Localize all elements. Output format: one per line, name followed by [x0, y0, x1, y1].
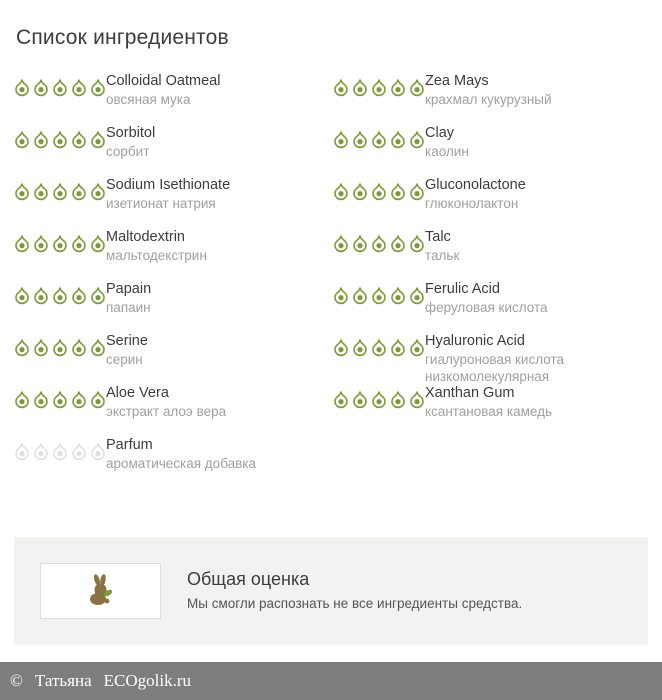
rating-drops: [333, 228, 425, 253]
rating-drops: [333, 280, 425, 305]
copyright-symbol: ©: [10, 671, 23, 690]
rating-drop-icon: [390, 390, 406, 409]
footer-author: Татьяна: [34, 671, 92, 690]
ingredient-name-ru: экстракт алоэ вера: [106, 404, 227, 419]
rating-drop-icon: [409, 182, 425, 201]
rating-drop-icon: [14, 234, 30, 253]
rating-drop-icon: [390, 130, 406, 149]
rating-drops: [14, 332, 106, 357]
ingredient-name-en: Parfum: [106, 437, 153, 453]
list-item[interactable]: [14, 72, 333, 124]
ingredient-name-en: Talc: [425, 229, 451, 245]
rating-drop-icon: [409, 390, 425, 409]
summary-description: Мы смогли распознать не все ингредиенты средства.: [187, 596, 523, 611]
ingredients-left-column: [14, 72, 333, 488]
rating-drop-icon: [352, 338, 368, 357]
rating-drop-icon: [333, 234, 349, 253]
rating-drop-icon: [390, 338, 406, 357]
rating-drop-icon: [14, 286, 30, 305]
list-item[interactable]: [14, 228, 333, 280]
rating-drop-icon: [90, 338, 106, 357]
ingredient-name-en: Aloe Vera: [106, 385, 169, 401]
ingredient-name-en: Papain: [106, 281, 152, 297]
ingredient-name-ru: ксантановая камедь: [425, 404, 552, 419]
rating-drop-icon: [33, 442, 49, 461]
rating-drop-icon: [52, 234, 68, 253]
rating-drop-icon: [352, 286, 368, 305]
list-item[interactable]: [333, 384, 652, 436]
rating-drop-icon: [333, 78, 349, 97]
ingredient-name-en: Serine: [106, 333, 148, 349]
rating-drop-icon: [71, 78, 87, 97]
list-item[interactable]: [333, 176, 652, 228]
ingredient-name-en: Hyaluronic Acid: [425, 333, 525, 349]
rating-drop-icon: [14, 78, 30, 97]
rating-drop-icon: [71, 442, 87, 461]
ingredient-names: [106, 280, 151, 317]
rating-drop-icon: [52, 390, 68, 409]
rating-drops: [333, 176, 425, 201]
rating-drop-icon: [90, 78, 106, 97]
rating-drop-icon: [14, 130, 30, 149]
ingredient-names: [106, 436, 256, 473]
ingredient-names: [425, 332, 652, 385]
rating-drop-icon: [52, 78, 68, 97]
ingredient-name-ru: гиалуроновая кислота низкомолекулярная: [425, 352, 564, 384]
ingredient-name-en: Colloidal Oatmeal: [106, 73, 221, 89]
rating-drops: [333, 332, 425, 357]
footer-site[interactable]: ECOgolik.ru: [103, 671, 191, 690]
ingredient-names: [106, 176, 230, 213]
rating-drop-icon: [71, 390, 87, 409]
rating-drops: [14, 176, 106, 201]
rating-drop-icon: [371, 78, 387, 97]
rating-drop-icon: [52, 338, 68, 357]
rating-drop-icon: [33, 182, 49, 201]
rating-drop-icon: [71, 234, 87, 253]
ingredient-names: [425, 384, 552, 421]
rabbit-icon: [81, 569, 121, 614]
rating-drop-icon: [71, 286, 87, 305]
rating-drop-icon: [14, 182, 30, 201]
rating-drop-icon: [14, 338, 30, 357]
rating-drop-icon: [390, 182, 406, 201]
rating-drops: [14, 384, 106, 409]
rating-drop-icon: [390, 286, 406, 305]
ingredient-name-en: Ferulic Acid: [425, 281, 500, 297]
summary-text: [187, 566, 522, 616]
rating-drop-icon: [333, 338, 349, 357]
list-item[interactable]: [14, 384, 333, 436]
ingredient-name-ru: овсяная мука: [106, 92, 191, 107]
page-title: Список ингредиентов: [16, 26, 229, 49]
rating-drop-icon: [371, 234, 387, 253]
rating-drop-icon: [333, 182, 349, 201]
rating-drop-icon: [90, 390, 106, 409]
ingredient-name-en: Zea Mays: [425, 73, 489, 89]
list-item[interactable]: [14, 176, 333, 228]
ingredient-name-en: Gluconolactone: [425, 177, 526, 193]
ingredient-name-ru: мальтодекстрин: [106, 248, 207, 263]
rating-drop-icon: [90, 182, 106, 201]
ingredient-name-ru: сорбит: [106, 144, 150, 159]
rating-drop-icon: [409, 78, 425, 97]
rating-drops: [14, 228, 106, 253]
ingredient-name-ru: папаин: [106, 300, 151, 315]
rating-drops: [333, 72, 425, 97]
rating-drop-icon: [352, 130, 368, 149]
rating-drop-icon: [33, 338, 49, 357]
list-item[interactable]: [14, 332, 333, 384]
list-item[interactable]: [14, 280, 333, 332]
rating-drop-icon: [333, 286, 349, 305]
rating-drop-icon: [333, 130, 349, 149]
ingredient-names: [106, 332, 148, 369]
rating-drop-icon: [90, 286, 106, 305]
ingredient-names: [425, 280, 548, 317]
rating-drop-icon: [409, 286, 425, 305]
rating-drop-icon: [90, 442, 106, 461]
rating-drop-icon: [90, 130, 106, 149]
list-item[interactable]: [14, 124, 333, 176]
summary-thumbnail: [40, 563, 161, 619]
rating-drop-icon: [52, 130, 68, 149]
summary-panel: [14, 537, 648, 645]
rating-drop-icon: [371, 286, 387, 305]
rating-drop-icon: [71, 182, 87, 201]
ingredient-name-ru: феруловая кислота: [425, 300, 548, 315]
list-item[interactable]: [333, 332, 652, 384]
rating-drop-icon: [371, 390, 387, 409]
rating-drops: [14, 280, 106, 305]
rating-drop-icon: [409, 130, 425, 149]
list-item[interactable]: [14, 436, 333, 488]
rating-drop-icon: [52, 182, 68, 201]
ingredient-names: [425, 228, 459, 265]
rating-drops: [333, 384, 425, 409]
rating-drops: [333, 124, 425, 149]
rating-drop-icon: [409, 234, 425, 253]
rating-drop-icon: [14, 390, 30, 409]
rating-drop-icon: [333, 390, 349, 409]
rating-drop-icon: [390, 234, 406, 253]
ingredient-names: [106, 124, 155, 161]
rating-drop-icon: [52, 442, 68, 461]
rating-drop-icon: [352, 390, 368, 409]
rating-drop-icon: [352, 182, 368, 201]
rating-drop-icon: [33, 78, 49, 97]
ingredient-name-ru: ароматическая добавка: [106, 456, 257, 471]
ingredient-name-ru: тальк: [425, 248, 460, 263]
rating-drop-icon: [409, 338, 425, 357]
summary-title: Общая оценка: [187, 569, 310, 589]
rating-drop-icon: [33, 234, 49, 253]
rating-drop-icon: [352, 234, 368, 253]
list-item[interactable]: [333, 228, 652, 280]
list-item[interactable]: [333, 124, 652, 176]
ingredient-name-en: Sorbitol: [106, 125, 156, 141]
ingredient-names: [425, 176, 526, 213]
rating-drop-icon: [371, 182, 387, 201]
ingredient-name-ru: крахмал кукурузный: [425, 92, 552, 107]
rating-drop-icon: [371, 338, 387, 357]
rating-drop-icon: [52, 286, 68, 305]
rating-drop-icon: [71, 338, 87, 357]
list-item[interactable]: [333, 280, 652, 332]
ingredient-name-en: Clay: [425, 125, 455, 141]
list-item[interactable]: [333, 72, 652, 124]
ingredients-grid: [0, 72, 662, 488]
rating-drops: [14, 72, 106, 97]
rating-drop-icon: [90, 234, 106, 253]
rating-drop-icon: [71, 130, 87, 149]
rating-drop-icon: [352, 78, 368, 97]
rating-drops: [14, 436, 106, 461]
footer-bar: [0, 662, 662, 700]
ingredient-names: [425, 124, 469, 161]
rating-drops: [14, 124, 106, 149]
ingredient-names: [106, 228, 207, 265]
ingredient-name-ru: глюконолактон: [425, 196, 519, 211]
rating-drop-icon: [390, 78, 406, 97]
ingredient-names: [106, 72, 220, 109]
rating-drop-icon: [371, 130, 387, 149]
rating-drop-icon: [33, 390, 49, 409]
rating-drop-icon: [33, 286, 49, 305]
rating-drop-icon: [33, 130, 49, 149]
ingredients-right-column: [333, 72, 652, 488]
ingredient-names: [106, 384, 226, 421]
rating-drop-icon: [14, 442, 30, 461]
ingredient-name-ru: изетионат натрия: [106, 196, 216, 211]
ingredient-name-en: Xanthan Gum: [425, 385, 515, 401]
ingredient-name-ru: каолин: [425, 144, 469, 159]
ingredient-name-en: Maltodextrin: [106, 229, 185, 245]
ingredient-name-en: Sodium Isethionate: [106, 177, 231, 193]
ingredient-names: [425, 72, 552, 109]
ingredient-name-ru: серин: [106, 352, 143, 367]
